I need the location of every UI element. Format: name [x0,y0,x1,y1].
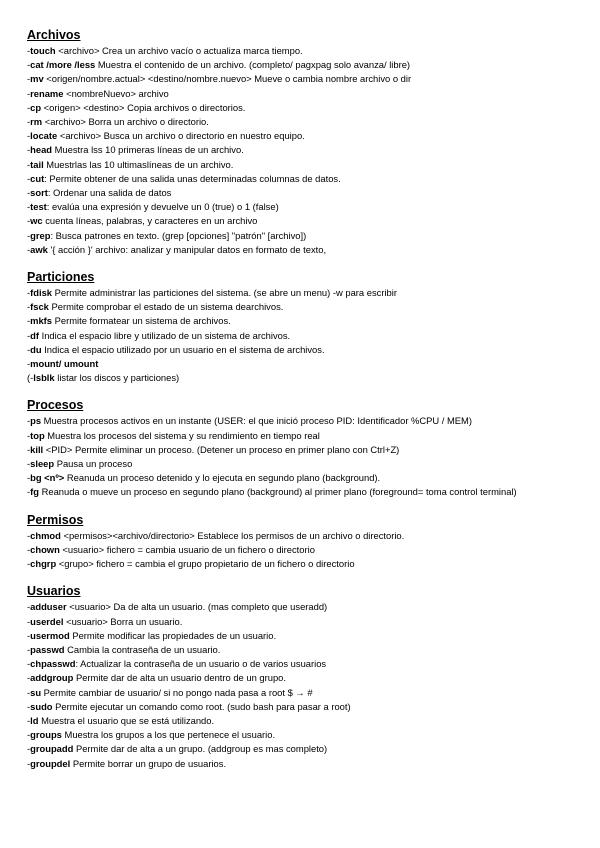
command-line [27,129,580,143]
command-description: Cambia la contraseña de un usuario. [64,643,221,655]
section-heading: Procesos [27,398,84,413]
section-usuarios [27,584,580,770]
command-name: ps [30,415,42,427]
command-name: ld [30,714,39,726]
command-line [27,314,580,328]
line-prefix: - [27,629,31,641]
command-line [27,643,580,657]
command-description: <origen/nombre.actual> <destino/nombre.nuevo> Mueve o cambia nombre archivo o dir [43,73,412,85]
command-line [27,101,580,115]
command-name: du [30,343,42,355]
command-description: Permite ejecutar un comando como root. (sudo bash para pasar a root) [52,700,351,712]
command-name: chown [30,543,60,555]
line-prefix: - [27,700,31,712]
command-description: : Busca patrones en texto. (grep [opciones] "patrón" [archivo]) [50,229,307,241]
line-prefix: - [27,343,31,355]
command-name: chpasswd [30,658,76,670]
command-line [27,115,580,129]
command-description: <PID> Permite eliminar un proceso. (Detener un proceso en primer plano con Ctrl+Z) [43,443,400,455]
line-prefix: - [27,615,31,627]
command-name: fdisk [30,287,53,299]
command-line [27,343,580,357]
section-permisos [27,513,580,572]
command-description: Muestrlas las 10 ultimaslíneas de un archivo. [43,158,234,170]
command-line [27,58,580,72]
line-prefix: - [27,101,31,113]
line-prefix: - [27,158,31,170]
command-name: mkfs [30,315,53,327]
line-prefix: (- [27,372,34,384]
line-prefix: - [27,686,31,698]
command-description: Muestra el usuario que se está utilizando. [38,714,215,726]
line-prefix: - [27,329,31,341]
line-prefix: - [27,144,31,156]
line-prefix: - [27,458,31,470]
command-line [27,172,580,186]
line-prefix: - [27,757,31,769]
command-line [27,286,580,300]
line-prefix: - [27,743,31,755]
command-name: cat /more /less [30,59,96,71]
command-description: Reanuda o mueve un proceso en segundo plano (background) al primer plano (foreground= toma control terminal) [38,486,517,498]
command-line [27,471,580,485]
line-prefix: - [27,358,31,370]
line-prefix: - [27,443,31,455]
command-description: Permite modificar las propiedades de un usuario. [69,629,277,641]
command-line [27,443,580,457]
command-name: kill [30,443,44,455]
command-name: tail [30,158,44,170]
command-description: <nombreNuevo> archivo [63,87,169,99]
command-line [27,485,580,499]
command-name: chmod [30,529,61,541]
line-prefix: - [27,229,31,241]
section-archivos [27,28,580,257]
section-particiones [27,270,580,385]
line-prefix: - [27,601,31,613]
line-prefix: - [27,87,31,99]
command-name: sort [30,187,48,199]
line-prefix: - [27,729,31,741]
command-description: Muestra lss 10 primeras líneas de un archivo. [52,144,244,156]
command-name: lsblk [33,372,55,384]
command-line [27,742,580,756]
line-prefix: - [27,301,31,313]
section-heading: Permisos [27,512,84,527]
line-prefix: - [27,658,31,670]
command-line [27,143,580,157]
command-line [27,671,580,685]
command-description: <usuario> fichero = cambia usuario de un fichero o directorio [59,543,315,555]
command-description: Indica el espacio utilizado por un usuario en el sistema de archivos. [41,343,325,355]
command-line [27,600,580,614]
command-line [27,87,580,101]
command-description: Muestra el contenido de un archivo. (completo/ pagxpag solo avanza/ libre) [95,59,411,71]
command-description: <usuario> Borra un usuario. [63,615,183,627]
command-line [27,44,580,58]
command-description: Permite administrar las particiones del sistema. (se abre un menu) -w para escribir [52,287,397,299]
command-line [27,243,580,257]
line-prefix: - [27,643,31,655]
command-name: sudo [30,700,53,712]
command-description: <archivo> Busca un archivo o directorio en nuestro equipo. [57,130,305,142]
command-name: groupadd [30,743,74,755]
command-description: : evalúa una expresión y devuelve un 0 (true) o 1 (false) [46,201,279,213]
line-prefix: - [27,287,31,299]
line-prefix: - [27,714,31,726]
command-description: Indica el espacio libre y utilizado de un sistema de archivos. [38,329,291,341]
command-line [27,557,580,571]
line-prefix: - [27,315,31,327]
command-line [27,300,580,314]
command-line [27,158,580,172]
command-name: df [30,329,39,341]
command-line [27,757,580,771]
command-name: grep [30,229,51,241]
command-line [27,329,580,343]
command-name: addgroup [30,672,74,684]
command-name: userdel [30,615,64,627]
command-name: usermod [30,629,70,641]
command-name: rm [30,116,43,128]
command-description: Permite cambiar de usuario/ si no pongo nada pasa a root $ → # [41,686,313,698]
command-name: cut [30,172,45,184]
command-line [27,214,580,228]
command-name: groups [30,729,62,741]
command-line [27,629,580,643]
command-name: touch [30,45,56,56]
sections-container [27,28,580,771]
command-name: top [30,429,45,441]
command-line [27,728,580,742]
command-line [27,529,580,543]
command-name: fsck [30,301,49,313]
command-line [27,357,580,371]
command-name: adduser [30,601,67,613]
line-prefix: - [27,558,31,570]
line-prefix: - [27,59,31,71]
command-description: : Ordenar una salida de datos [47,187,172,199]
line-prefix: - [27,45,31,56]
command-description: Muestra procesos activos en un instante (USER: el que inició proceso PID: Identificador %CPU / MEM) [41,415,472,427]
command-line [27,686,580,700]
command-description: Permite formatear un sistema de archivos. [52,315,231,327]
line-prefix: - [27,116,31,128]
section-procesos [27,398,580,499]
command-description: <usuario> Da de alta un usuario. (mas completo que useradd) [66,601,328,613]
command-name: rename [30,87,64,99]
command-line [27,414,580,428]
command-name: sleep [30,458,55,470]
command-line [27,543,580,557]
command-name: wc [30,215,43,227]
section-heading: Particiones [27,270,95,285]
line-prefix: - [27,486,31,498]
command-name: su [30,686,42,698]
command-name: groupdel [30,757,71,769]
command-description: <origen> <destino> Copia archivos o directorios. [41,101,246,113]
command-line [27,657,580,671]
command-name: fg [30,486,39,498]
command-name: bg <nº> [30,472,65,484]
command-description: : Permite obtener de una salida unas determinadas columnas de datos. [44,172,341,184]
command-line [27,186,580,200]
command-name: locate [30,130,58,142]
command-line [27,371,580,385]
command-name: mv [30,73,44,85]
command-line [27,714,580,728]
line-prefix: - [27,172,31,184]
command-line [27,72,580,86]
command-description: listar los discos y particiones) [54,372,180,384]
line-prefix: - [27,243,31,255]
command-description: Permite borrar un grupo de usuarios. [70,757,227,769]
line-prefix: - [27,529,31,541]
line-prefix: - [27,201,31,213]
command-description: : Actualizar la contraseña de un usuario o de varios usuarios [75,658,327,670]
command-description: Pausa un proceso [54,458,133,470]
command-line [27,700,580,714]
command-description: Permite comprobar el estado de un sistema dearchivos. [48,301,284,313]
command-description: <permisos><archivo/directorio> Establece los permisos de un archivo o directorio. [60,529,405,541]
section-heading: Usuarios [27,584,81,599]
command-description: Reanuda un proceso detenido y lo ejecuta en segundo plano (background). [64,472,381,484]
command-name: cp [30,101,42,113]
line-prefix: - [27,130,31,142]
line-prefix: - [27,215,31,227]
command-line [27,429,580,443]
line-prefix: - [27,73,31,85]
line-prefix: - [27,672,31,684]
line-prefix: - [27,472,31,484]
command-line [27,200,580,214]
command-description: Muestra los grupos a los que pertenece el usuario. [61,729,276,741]
command-description: <archivo> Crea un archivo vacío o actualiza marca tiempo. [55,45,303,56]
command-line [27,615,580,629]
command-name: mount/ umount [30,358,99,370]
command-name: chgrp [30,558,57,570]
command-description: cuenta líneas, palabras, y caracteres en un archivo [42,215,258,227]
command-description: <archivo> Borra un archivo o directorio. [42,116,209,128]
section-heading: Archivos [27,28,81,42]
command-name: awk [30,243,48,255]
command-name: head [30,144,53,156]
command-description: '{ acción }' archivo: analizar y manipular datos en formato de texto, [47,243,327,255]
command-description: Permite dar de alta a un grupo. (addgroup es mas completo) [73,743,328,755]
line-prefix: - [27,429,31,441]
line-prefix: - [27,415,31,427]
line-prefix: - [27,543,31,555]
line-prefix: - [27,187,31,199]
command-name: test [30,201,47,213]
command-name: passwd [30,643,65,655]
command-description: Permite dar de alta un usuario dentro de un grupo. [73,672,286,684]
command-description: <grupo> fichero = cambia el grupo propietario de un fichero o directorio [56,558,355,570]
command-line [27,457,580,471]
command-description: Muestra los procesos del sistema y su rendimiento en tiempo real [44,429,320,441]
command-line [27,229,580,243]
